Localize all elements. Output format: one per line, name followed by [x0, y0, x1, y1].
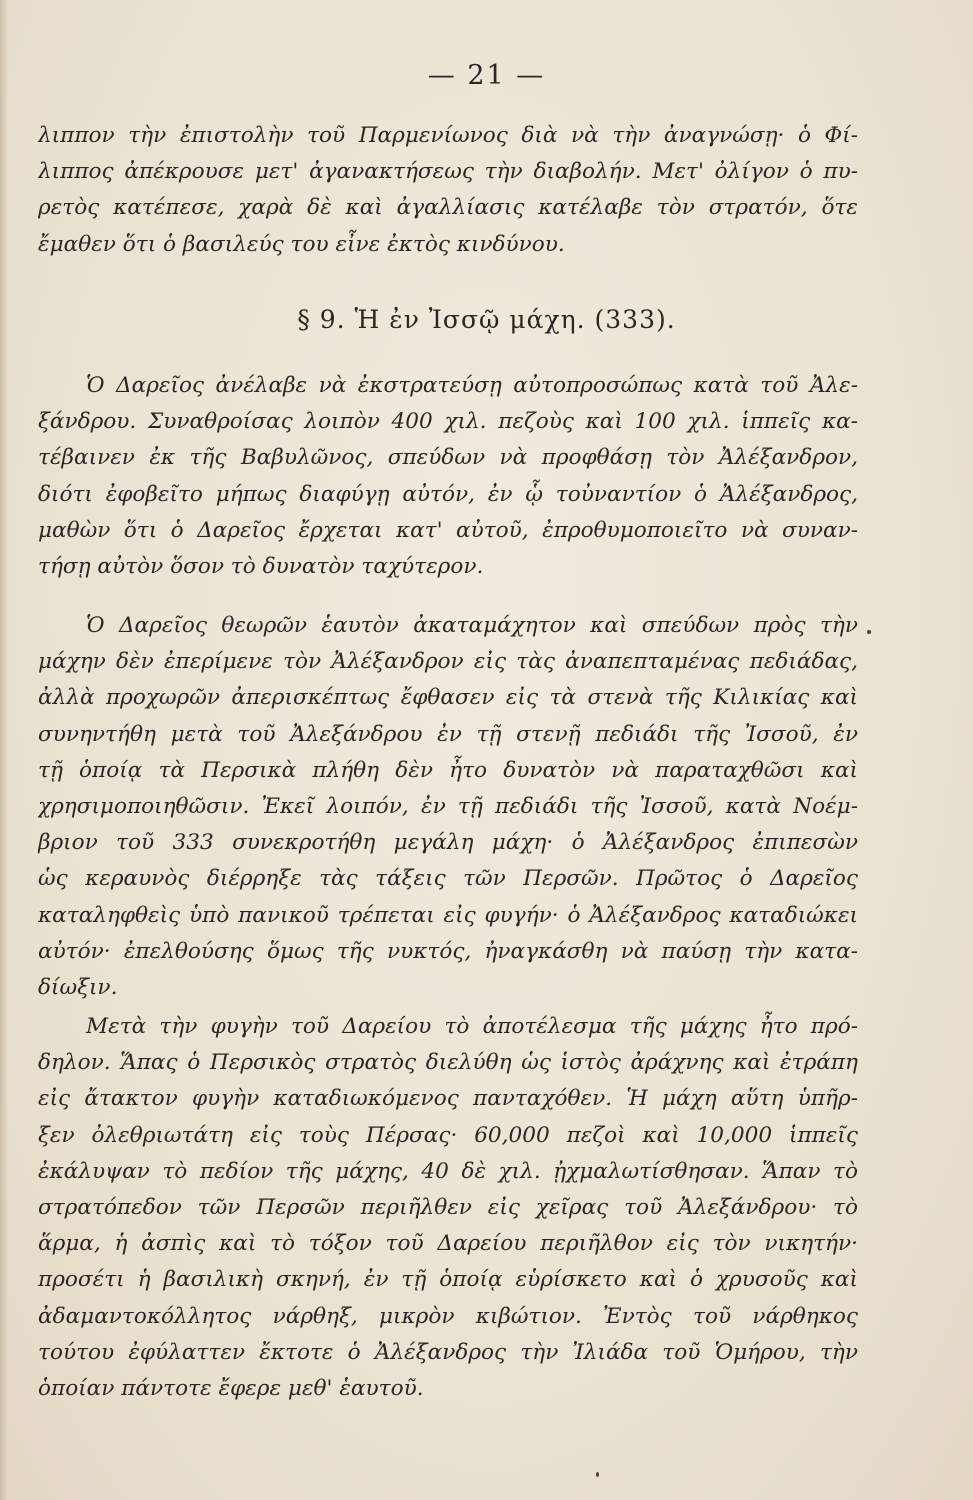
paragraph-1 [38, 118, 858, 263]
text-line: καταληφθεὶς ὑπὸ πανικοῦ τρέπεται εἰς φυγήν· ὁ Ἀλέξανδρος καταδιώκει [38, 902, 858, 928]
text-line: Ὁ Δαρεῖος θεωρῶν ἑαυτὸν ἀκαταμάχητον καὶ σπεύδων πρὸς τὴν [86, 613, 858, 638]
text-line: μάχην δὲν ἐπερίμενε τὸν Ἀλέξανδρον εἰς τὰς ἀναπεπταμένας πεδιάδας, [38, 649, 858, 675]
text-line: λιππος ἀπέκρουσε μετ' ἀγανακτήσεως τὴν διαβολήν. Μετ' ὀλίγον ὁ πυ- [38, 159, 858, 185]
text-line: Ὁ Δαρεῖος ἀνέλαβε νὰ ἐκστρατεύσῃ αὐτοπροσώπως κατὰ τοῦ Ἀλε- [86, 373, 858, 398]
text-line: ἔμαθεν ὅτι ὁ βασιλεύς του εἶνε ἐκτὸς κινδύνου. [38, 231, 565, 257]
text-line: τήσῃ αὐτὸν ὅσον τὸ δυνατὸν ταχύτερον. [38, 554, 484, 580]
text-line: χρησιμοποιηθῶσιν. Ἐκεῖ λοιπόν, ἐν τῇ πεδιάδι τῆς Ἰσσοῦ, κατὰ Νοέμ- [38, 794, 858, 820]
text-line: δηλον. Ἅπας ὁ Περσικὸς στρατὸς διελύθη ὡς ἱστὸς ἀράχνης καὶ ἐτράπη [38, 1050, 858, 1076]
text-line: μαθὼν ὅτι ὁ Δαρεῖος ἔρχεται κατ' αὐτοῦ, ἐπροθυμοποιεῖτο νὰ συναν- [38, 517, 858, 543]
text-line: ὁποίαν πάντοτε ἔφερε μεθ' ἑαυτοῦ. [38, 1376, 424, 1402]
text-line: λιππον τὴν ἐπιστολὴν τοῦ Παρμενίωνος διὰ νὰ τὴν ἀναγνώσῃ· ὁ Φί- [38, 123, 858, 148]
paragraph-2 [38, 368, 858, 585]
paragraph-3 [38, 608, 858, 1006]
text-line: Μετὰ τὴν φυγὴν τοῦ Δαρείου τὸ ἀποτέλεσμα τῆς μάχης ἦτο πρό- [86, 1014, 858, 1039]
text-line: ρετὸς κατέπεσε, χαρὰ δὲ καὶ ἀγαλλίασις κατέλαβε τὸν στρατόν, ὅτε [38, 195, 858, 221]
text-line: αὐτόν· ἐπελθούσης ὅμως τῆς νυκτός, ἠναγκάσθη νὰ παύσῃ τὴν κατα- [38, 938, 858, 964]
text-line: ξάνδρου. Συναθροίσας λοιπὸν 400 χιλ. πεζοὺς καὶ 100 χιλ. ἱππεῖς κα- [38, 409, 858, 435]
text-line: τέβαινεν ἐκ τῆς Βαβυλῶνος, σπεύδων νὰ προφθάσῃ τὸν Ἀλέξανδρον, [38, 445, 858, 471]
text-line: ἀδαμαντοκόλλητος νάρθηξ, μικρὸν κιβώτιον. Ἐντὸς τοῦ νάρθηκος [38, 1303, 858, 1329]
ink-speck [867, 630, 871, 634]
page-number: — 21 — [427, 60, 546, 91]
text-line: εἰς ἄτακτον φυγὴν καταδιωκόμενος πανταχόθεν. Ἡ μάχη αὕτη ὑπῆρ- [38, 1086, 858, 1112]
text-line: ἐκάλυψαν τὸ πεδίον τῆς μάχης, 40 δὲ χιλ. ᾐχμαλωτίσθησαν. Ἅπαν τὸ [38, 1158, 858, 1184]
paragraph-4 [38, 1009, 858, 1407]
text-line: βριον τοῦ 333 συνεκροτήθη μεγάλη μάχη· ὁ Ἀλέξανδρος ἐπιπεσὼν [38, 830, 858, 856]
text-line: δίωξιν. [38, 975, 118, 1001]
text-line: συνηντήθη μετὰ τοῦ Ἀλεξάνδρου ἐν τῇ στενῇ πεδιάδι τῆς Ἰσσοῦ, ἐν [38, 721, 858, 747]
ink-speck [596, 1472, 599, 1477]
section-heading: § 9. Ἡ ἐν Ἰσσῷ μάχη. (333). [297, 305, 676, 334]
text-line: ἅρμα, ἡ ἀσπὶς καὶ τὸ τόξον τοῦ Δαρείου περιῆλθον εἰς τὸν νικητήν· [38, 1231, 858, 1257]
page-binding-shadow [0, 0, 8, 1500]
text-line: ξεν ὀλεθριωτάτη εἰς τοὺς Πέρσας· 60,000 πεζοὶ καὶ 10,000 ἱππεῖς [38, 1122, 858, 1148]
text-line: τούτου ἐφύλαττεν ἔκτοτε ὁ Ἀλέξανδρος τὴν Ἰλιάδα τοῦ Ὁμήρου, τὴν [38, 1339, 858, 1365]
text-line: ἀλλὰ προχωρῶν ἀπερισκέπτως ἔφθασεν εἰς τὰ στενὰ τῆς Κιλικίας καὶ [38, 685, 858, 711]
text-line: προσέτι ἡ βασιλικὴ σκηνή, ἐν τῇ ὁποίᾳ εὑρίσκετο καὶ ὁ χρυσοῦς καὶ [38, 1267, 858, 1293]
text-line: ὡς κεραυνὸς διέρρηξε τὰς τάξεις τῶν Περσῶν. Πρῶτος ὁ Δαρεῖος [38, 866, 858, 892]
text-line: διότι ἐφοβεῖτο μήπως διαφύγῃ αὐτόν, ἐν ᾧ τοὐναντίον ὁ Ἀλέξανδρος, [38, 481, 858, 507]
text-line: στρατόπεδον τῶν Περσῶν περιῆλθεν εἰς χεῖρας τοῦ Ἀλεξάνδρου· τὸ [38, 1195, 858, 1221]
text-line: τῇ ὁποίᾳ τὰ Περσικὰ πλήθη δὲν ἦτο δυνατὸν νὰ παραταχθῶσι καὶ [38, 757, 858, 783]
